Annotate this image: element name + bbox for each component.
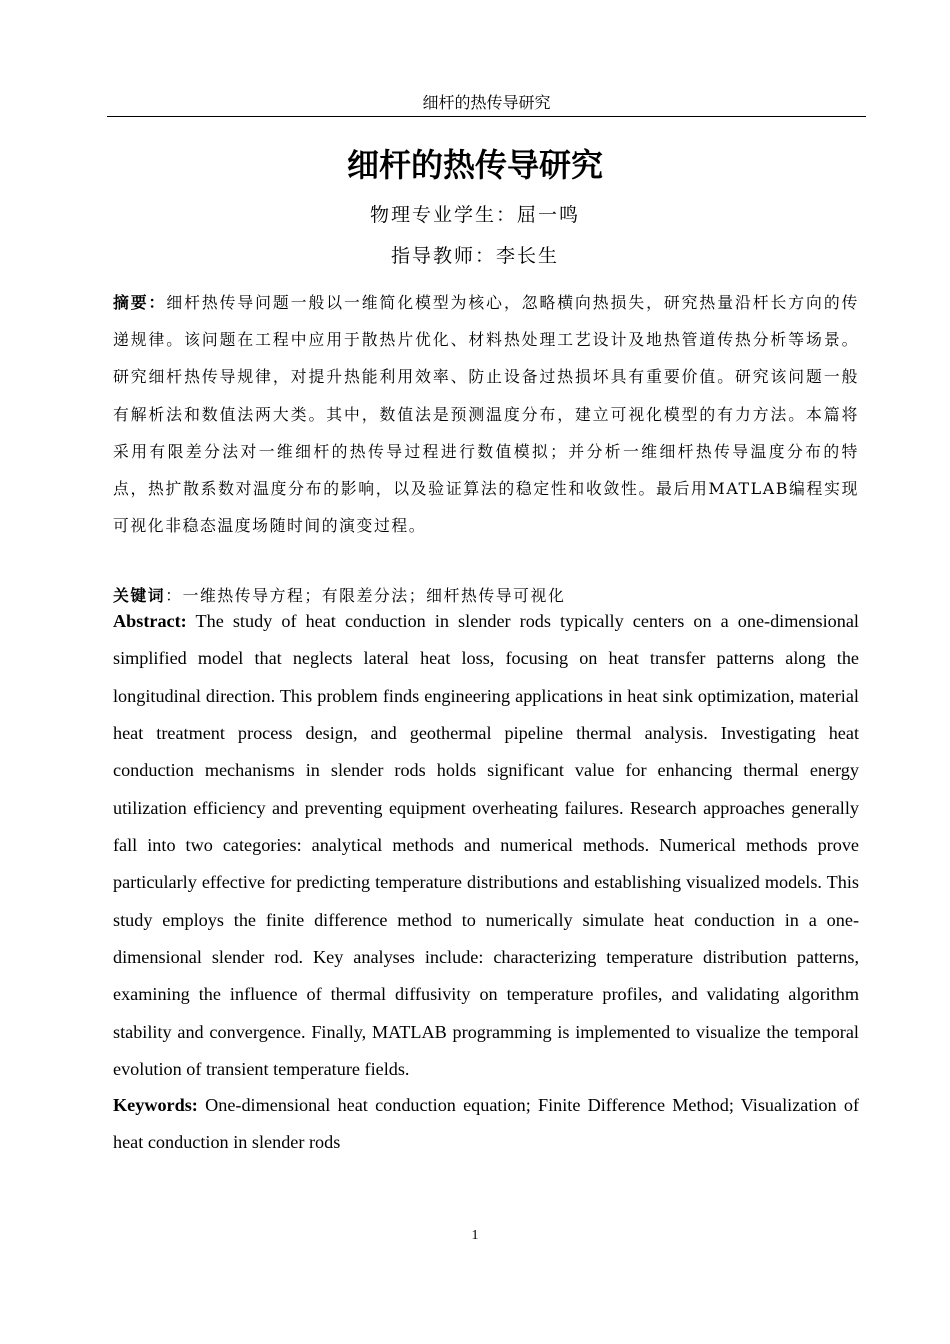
english-abstract — [113, 603, 859, 1088]
author-line: 物理专业学生：屈一鸣 — [369, 204, 580, 226]
page-number: 1 — [471, 1228, 479, 1243]
running-header: 细杆的热传导研究 — [107, 92, 866, 117]
page-title: 细杆的热传导研究 — [346, 146, 603, 184]
chinese-abstract-body: 细杆热传导问题一般以一维简化模型为核心，忽略横向热损失，研究热量沿杆长方向的传递规律。该问题在工程中应用于散热片优化、材料热处理工艺设计及地热管道传热分析等场景。研究细杆热传导规律，对提升热能利用效率、防止设备过热损坏具有重要价值。研究该问题一般有解析法和数值法两大类。其中，数值法是预测温度分布，建立可视化模型的有力方法。本篇将采用有限差分法对一维细杆的热传导过程进行数值模拟；并分析一维细杆热传导温度分布的特点，热扩散系数对温度分布的影响，以及验证算法的稳定性和收敛性。最后用MATLAB编程实现可视化非稳态温度场随时间的演变过程。 — [113, 293, 859, 536]
advisor-line: 指导教师：李长生 — [390, 245, 559, 267]
english-keywords-body: One-dimensional heat conduction equation; Finite Difference Method; Visualization of heat conduction in slender rods — [113, 1095, 859, 1152]
chinese-keywords-separator: ： — [165, 586, 183, 605]
english-keywords — [113, 1087, 859, 1161]
chinese-abstract-label: 摘要： — [113, 293, 167, 312]
english-abstract-body: The study of heat conduction in slender rods typically centers on a one-dimensional simplified model that neglects lateral heat loss, focusing on heat transfer patterns along the longitudinal direction. This problem finds engineering applications in heat sink optimization, material heat treatment process design, and geothermal pipeline thermal analysis. Investigating heat conduction mechanisms in slender rods holds significant value for enhancing thermal energy utilization efficiency and preventing equipment overheating failures. Research approaches generally fall into two categories: analytical methods and numerical methods. Numerical methods prove particularly effective for predicting temperature distributions and establishing visualized models. This study employs the finite difference method to numerically simulate heat conduction in a one-dimensional slender rod. Key analyses include: characterizing temperature distribution patterns, examining the influence of thermal diffusivity on temperature profiles, and validating algorithm stability and convergence. Finally, MATLAB programming is implemented to visualize the temporal evolution of transient temperature fields. — [113, 611, 859, 1080]
english-abstract-label: Abstract: — [113, 611, 187, 631]
chinese-keywords-label: 关键词 — [113, 586, 166, 605]
chinese-keywords-body: 一维热传导方程；有限差分法；细杆热传导可视化 — [182, 586, 566, 605]
chinese-abstract — [113, 284, 859, 544]
english-keywords-label: Keywords: — [113, 1095, 198, 1115]
